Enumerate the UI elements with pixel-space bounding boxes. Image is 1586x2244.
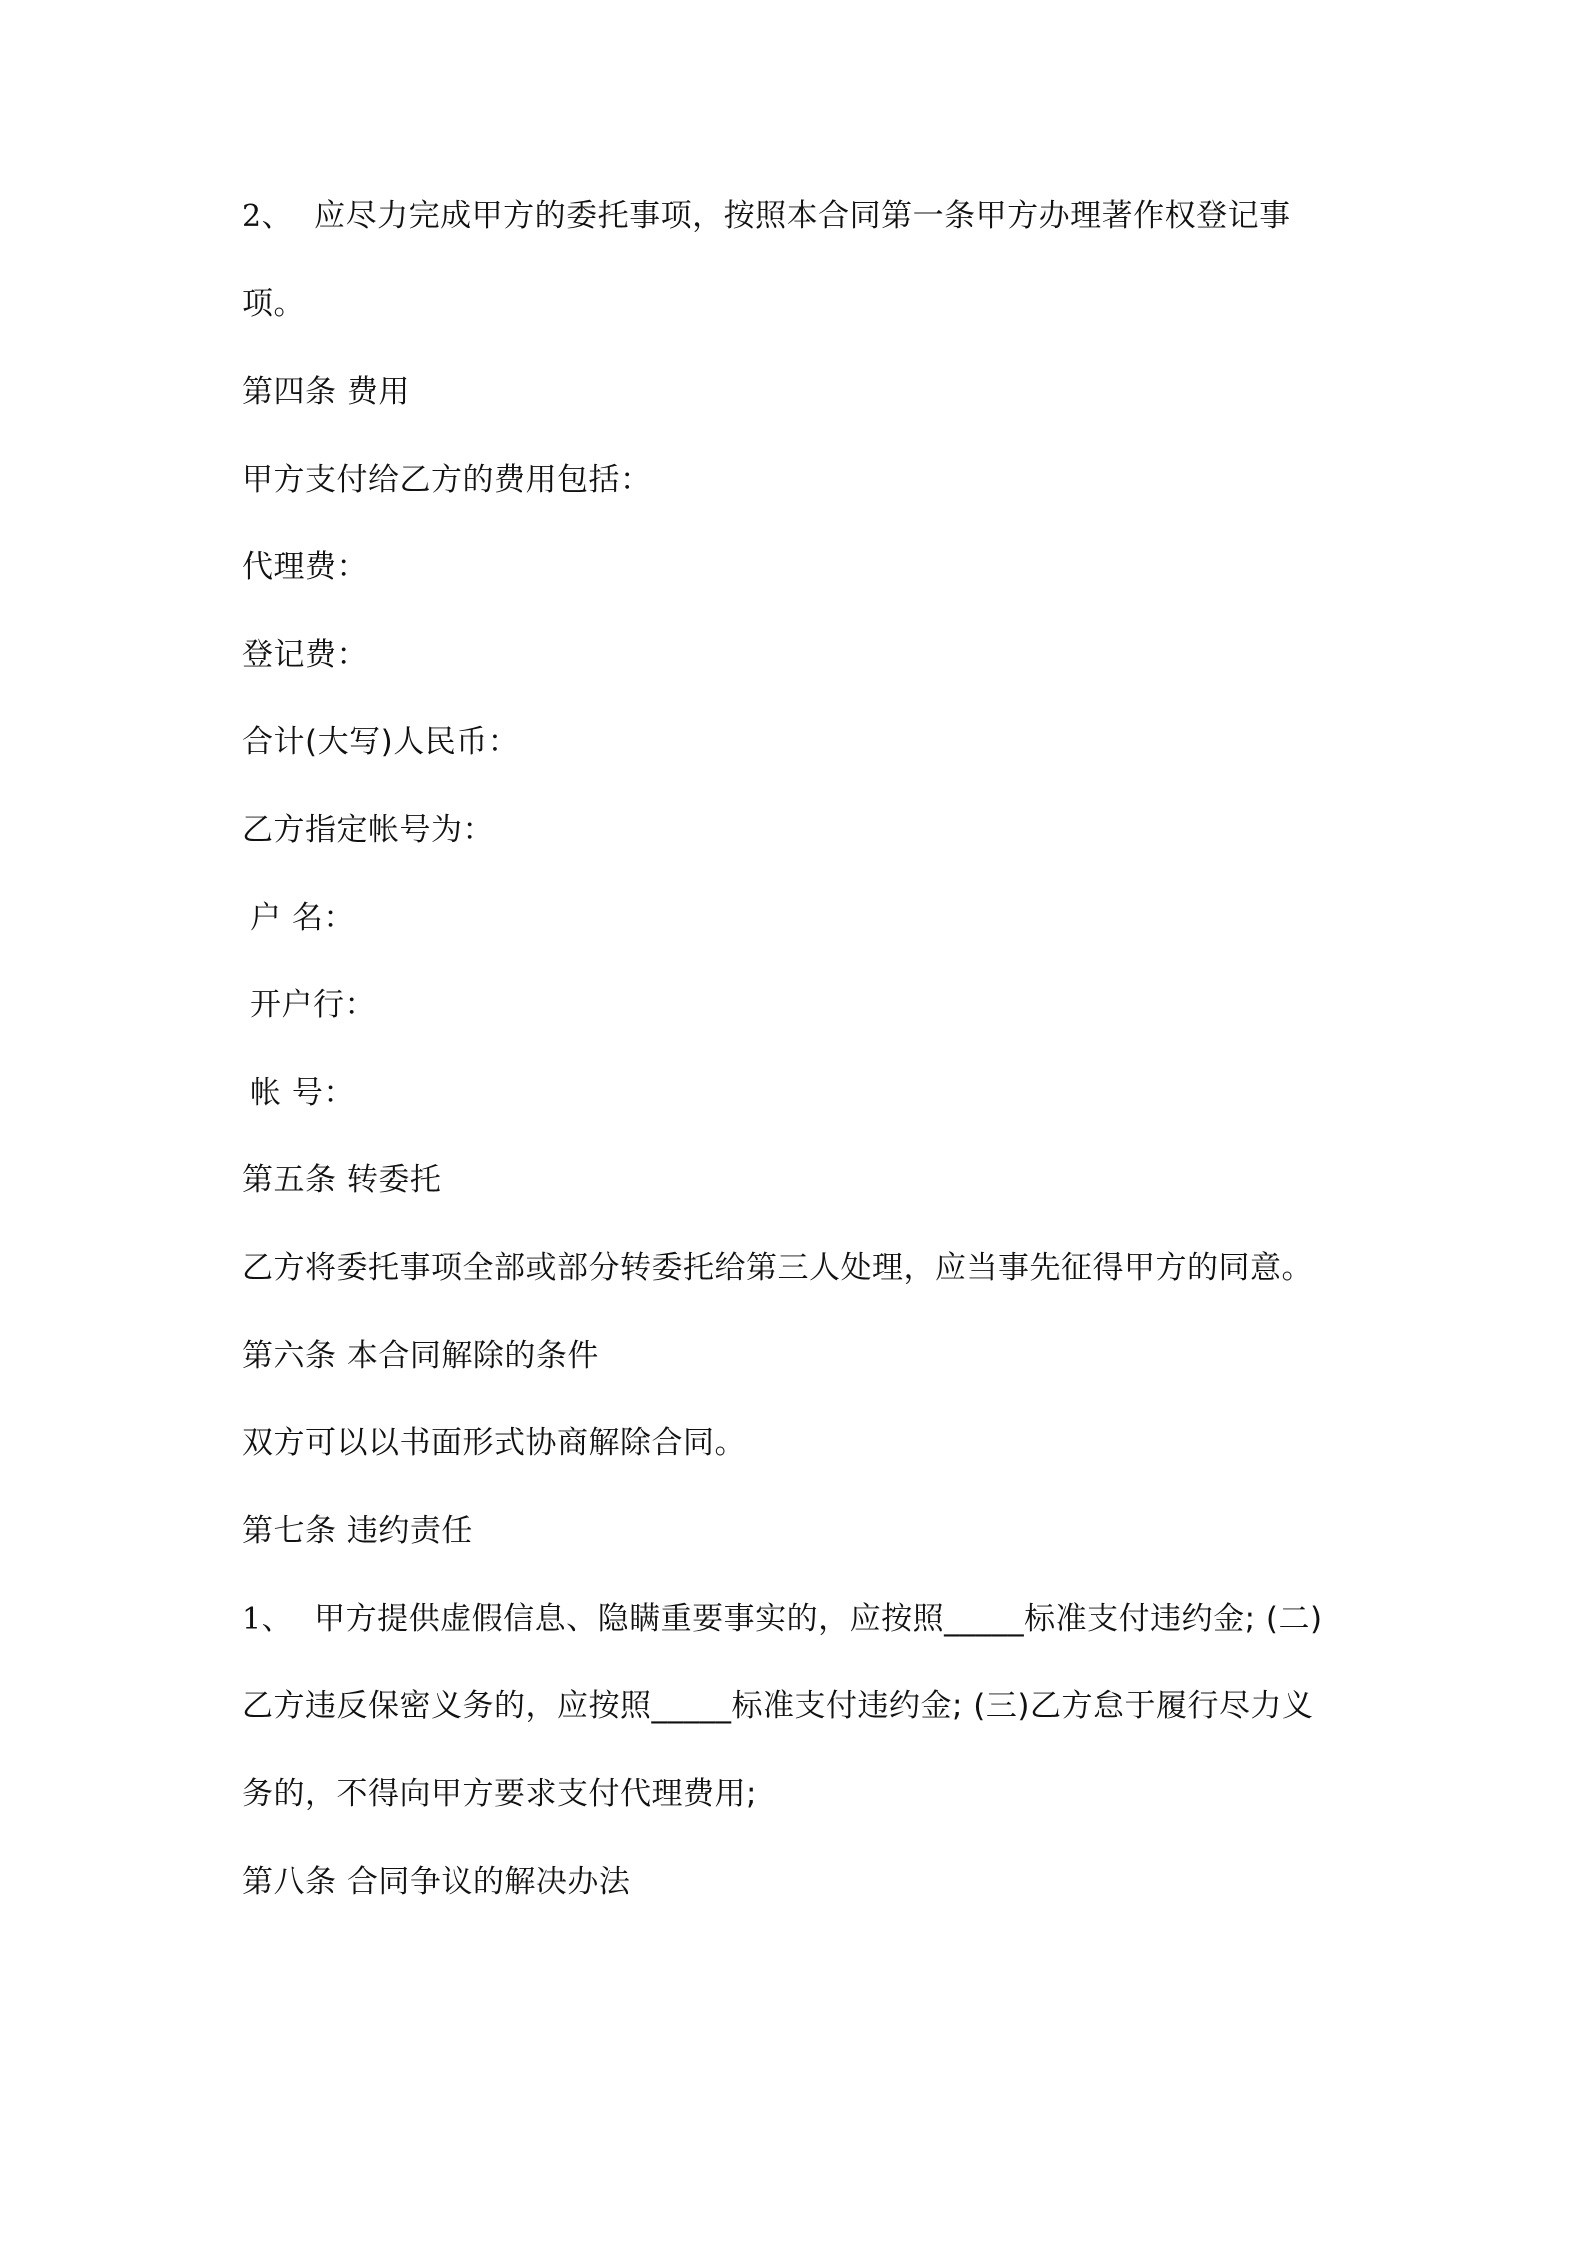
paragraph-text: 甲方提供虚假信息、隐瞒重要事实的，应按照_____标准支付违约金; (二) [314,1601,1323,1637]
fee-intro: 甲方支付给乙方的费用包括： [242,462,652,498]
article-7-item-1-line-3: 务的，不得向甲方要求支付代理费用; [242,1776,757,1812]
article-6-text: 双方可以以书面形式协商解除合同。 [242,1425,746,1461]
account-name-label: 户 名： [250,900,355,936]
clause-3-item-2-line-2: 项。 [242,286,305,322]
article-4-heading: 第四条 费用 [242,374,410,410]
item-number: 2、 [242,199,293,234]
bank-label: 开户行： [250,987,376,1023]
account-number-label: 帐 号： [250,1075,355,1111]
article-7-item-1-line-2: 乙方违反保密义务的，应按照_____标准支付违约金; (三)乙方怠于履行尽力义 [242,1688,1314,1724]
article-5-heading: 第五条 转委托 [242,1162,442,1198]
item-number: 1、 [242,1602,293,1637]
article-5-text: 乙方将委托事项全部或部分转委托给第三人处理，应当事先征得甲方的同意。 [242,1250,1313,1286]
article-7-heading: 第七条 违约责任 [242,1513,473,1549]
total-amount-label: 合计(大写)人民币： [242,724,520,760]
article-6-heading: 第六条 本合同解除的条件 [242,1338,599,1374]
paragraph-text: 应尽力完成甲方的委托事项，按照本合同第一条甲方办理著作权登记事 [314,198,1291,234]
account-intro: 乙方指定帐号为： [242,812,494,848]
agency-fee-label: 代理费： [242,549,368,585]
registration-fee-label: 登记费： [242,637,368,673]
article-7-item-1-line-1 [242,1599,1323,1640]
clause-3-item-2-line-1 [242,196,1291,237]
article-8-heading: 第八条 合同争议的解决办法 [242,1864,631,1900]
